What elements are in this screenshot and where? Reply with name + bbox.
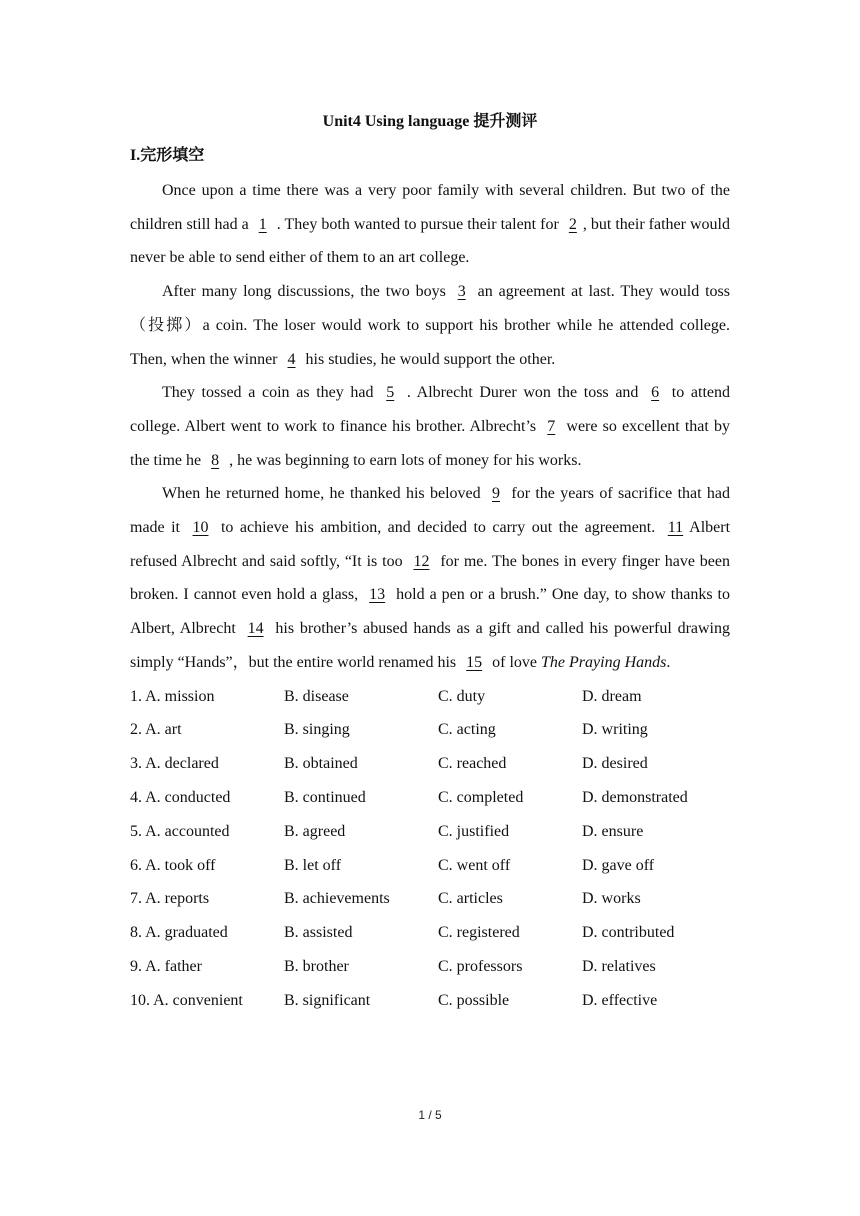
blank-number: 3 [457, 283, 466, 301]
blank-number: 14 [247, 620, 264, 638]
option-choice: C. went off [438, 856, 511, 874]
passage-text: , but their father would never be able to send either of them to an art college. [130, 215, 730, 267]
option-choice: C. professors [438, 957, 523, 975]
passage-text: for me. The bones in every finger have been broken. I cannot even hold a glass, [130, 552, 731, 604]
document-page [130, 108, 730, 1018]
option-choice: 4. A. conducted [130, 788, 231, 806]
option-choice: B. significant [284, 991, 371, 1009]
option-choice: C. justified [438, 822, 510, 840]
option-choice: B. let off [284, 856, 342, 874]
option-choice: D. writing [582, 721, 648, 739]
blank-number: 7 [547, 417, 556, 435]
cloze-passage [130, 174, 730, 680]
section-heading: I.完形填空 [130, 147, 205, 164]
option-row [130, 781, 730, 815]
passage-text: When he returned home, he thanked his beloved [162, 485, 487, 503]
passage-text: hold a pen or a brush.” One day, to show thanks to Albert, Albrecht [130, 586, 730, 638]
option-choice: C. registered [438, 924, 520, 942]
document-title: Unit4 Using language 提升测评 [322, 113, 538, 130]
passage-paragraph [130, 376, 730, 477]
option-choice: 3. A. declared [130, 755, 219, 773]
option-choice: 6. A. took off [130, 856, 216, 874]
option-choice: B. continued [284, 788, 366, 806]
option-choice: B. achievements [284, 890, 390, 908]
option-choice: C. completed [438, 788, 524, 806]
blank-number: 2 [568, 215, 577, 233]
passage-text: to achieve his ambition, and decided to carry out the agreement. [214, 519, 662, 537]
option-choice: 7. A. reports [130, 890, 210, 908]
option-choice: 5. A. accounted [130, 822, 230, 840]
passage-text: , he was beginning to earn lots of money for his works. [225, 451, 582, 469]
option-row [130, 680, 730, 714]
option-row [130, 984, 730, 1018]
option-choice: 10. A. convenient [130, 991, 243, 1009]
option-choice: 1. A. mission [130, 687, 215, 705]
option-choice: C. articles [438, 890, 503, 908]
passage-text: were so excellent that by the time he [130, 417, 730, 469]
blank-number: 1 [258, 215, 267, 233]
passage-text: for the years of sacrifice that had made it [130, 485, 731, 537]
passage-text: . [666, 653, 671, 671]
option-choice: D. dream [582, 687, 642, 705]
option-choice: C. reached [438, 755, 507, 773]
answer-options [130, 680, 730, 1018]
option-choice: D. ensure [582, 822, 644, 840]
passage-paragraph [130, 275, 730, 376]
blank-number: 11 [667, 519, 684, 537]
blank-number: 15 [466, 653, 483, 671]
option-row [130, 882, 730, 916]
option-row [130, 713, 730, 747]
option-choice: B. assisted [284, 924, 353, 942]
passage-text: After many long discussions, the two boys [162, 283, 452, 301]
option-choice: B. brother [284, 957, 349, 975]
option-row [130, 916, 730, 950]
blank-number: 4 [287, 350, 296, 368]
passage-text: They tossed a coin as they had [162, 384, 381, 402]
option-choice: 8. A. graduated [130, 924, 228, 942]
passage-text: to attend college. Albert went to work to finance his brother. Albrecht’s [130, 384, 730, 435]
option-choice: D. works [582, 890, 641, 908]
passage-text: . They both wanted to pursue their talent for [272, 215, 563, 233]
option-choice: B. agreed [284, 822, 346, 840]
passage-text: his brother’s abused hands as a gift and called his powerful drawing simply “Hands”，but the entire world renamed his [130, 620, 731, 671]
passage-paragraph [130, 174, 730, 275]
option-choice: B. disease [284, 687, 349, 705]
passage-text: Once upon a time there was a very poor family with several children. But two of the children still had a [130, 182, 730, 233]
option-choice: C. possible [438, 991, 510, 1009]
option-choice: D. demonstrated [582, 788, 688, 806]
passage-text: an agreement at last. They would toss（投掷）a coin. The loser would work to support his brother while he attended college. Then, when the winner [130, 283, 730, 368]
passage-text: Albert refused Albrecht and said softly, “It is too [130, 519, 731, 570]
blank-number: 12 [413, 552, 430, 570]
option-row [130, 815, 730, 849]
blank-number: 9 [492, 485, 501, 503]
blank-number: 13 [369, 586, 386, 604]
option-choice: D. effective [582, 991, 658, 1009]
option-choice: C. duty [438, 687, 486, 705]
option-row [130, 747, 730, 781]
passage-paragraph [130, 477, 730, 679]
blank-number: 6 [651, 384, 660, 402]
option-choice: B. singing [284, 721, 350, 739]
option-choice: C. acting [438, 721, 496, 739]
option-choice: D. gave off [582, 856, 655, 874]
option-row [130, 950, 730, 984]
passage-text: . Albrecht Durer won the toss and [400, 384, 646, 402]
option-choice: D. relatives [582, 957, 656, 975]
option-choice: B. obtained [284, 755, 358, 773]
option-choice: 9. A. father [130, 957, 202, 975]
blank-number: 5 [386, 384, 395, 402]
option-choice: D. contributed [582, 924, 675, 942]
italic-title: The Praying Hands [541, 653, 667, 671]
option-choice: 2. A. art [130, 721, 182, 739]
blank-number: 8 [211, 451, 220, 469]
blank-number: 10 [192, 519, 209, 537]
passage-text: his studies, he would support the other. [301, 350, 556, 368]
option-row [130, 849, 730, 883]
page-number: 1 / 5 [418, 1108, 442, 1122]
passage-text: of love [488, 653, 542, 671]
option-choice: D. desired [582, 755, 648, 773]
